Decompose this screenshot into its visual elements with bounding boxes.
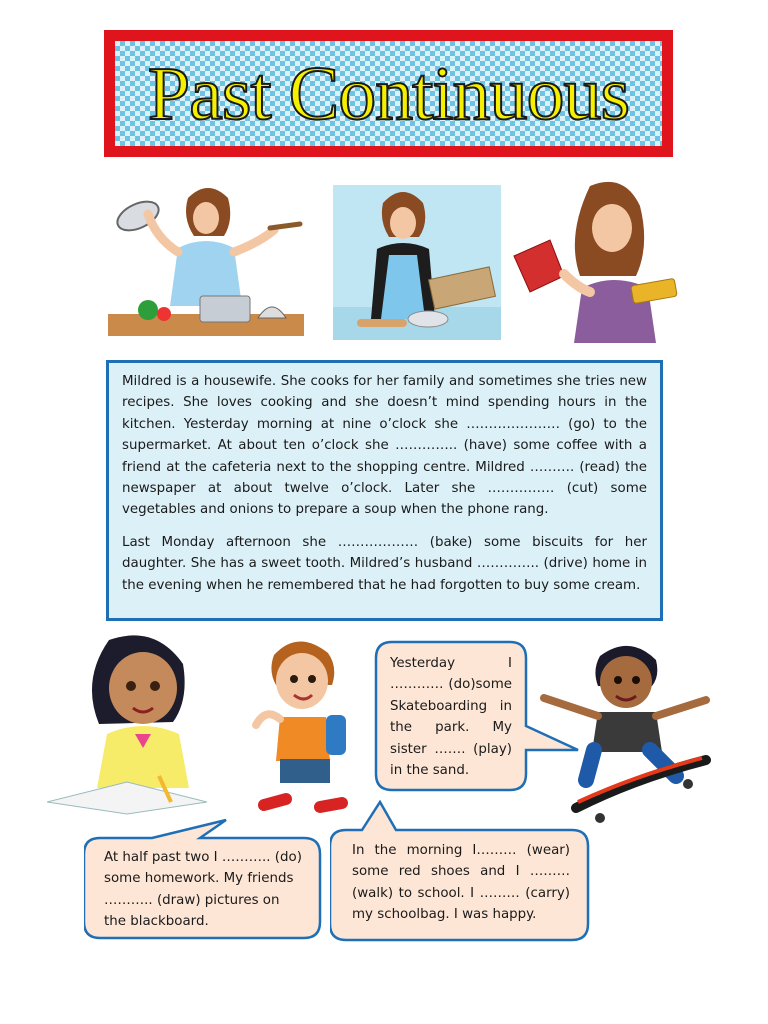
woman-cooking-illustration	[108, 178, 304, 338]
bubble-text-boy: In the morning I……… (wear) some red shoes and I ……… (walk) to school. I ……… (carry) my schoolbag. I was happy.	[352, 843, 570, 923]
boy-walking-illustration	[250, 635, 360, 820]
woman-baking-illustration	[333, 185, 501, 340]
bubble-text-girl: At half past two I ……….. (do) some homework. My friends ……….. (draw) pictures on the blackboard.	[104, 850, 302, 930]
bubble-text-skateboarder: Yesterday I ………… (do)some Skateboarding in the park. My sister ……. (play) in the sand.	[390, 656, 512, 779]
woman-reading-recipe-illustration	[512, 178, 682, 343]
girl-doing-homework-illustration	[47, 630, 217, 815]
title-banner	[104, 30, 673, 157]
title-banner-pattern	[115, 41, 662, 146]
story-paragraph-2: Last Monday afternoon she ……………… (bake) some biscuits for her daughter. She has a sweet tooth. Mildred’s husband ………….. (drive) home in the evening when he remembered that he had forgotten to buy some cream.	[122, 534, 647, 593]
page-title: Past Continuous	[147, 51, 630, 136]
story-text-box	[106, 360, 663, 621]
story-paragraph-1: Mildred is a housewife. She cooks for her family and sometimes she tries new recipes. She loves cooking and she doesn’t mind spending hours in the kitchen. Yesterday morning at nine o’clock she ………………… (go) to the supermarket. At about ten o’clock she ………….. (have) some coffee with a friend at the cafeteria next to the shopping centre. Mildred ………. (read) the newspaper at about twelve o’clock. Later she …………… (cut) some vegetables and onions to prepare a soup when the phone rang.	[122, 374, 647, 518]
